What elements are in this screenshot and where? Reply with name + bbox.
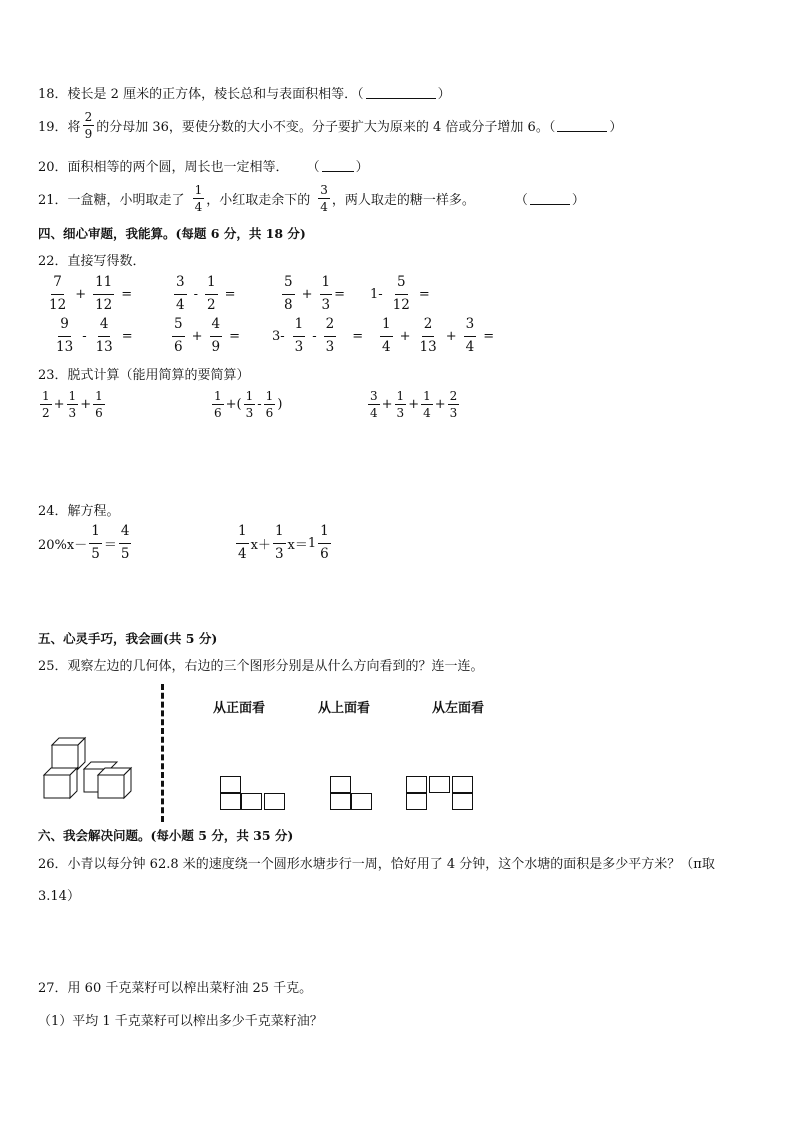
- view-label-front: 从正面看: [213, 701, 266, 716]
- answer-blank-18[interactable]: [366, 86, 436, 99]
- calc-expression: $\frac{1}{6}$ + ( $\frac{1}{3}$ - $\frac{1}{6}$ ): [214, 389, 283, 420]
- equation: 20%x－ $\frac{1}{5}$ ＝ $\frac{4}{5}$: [38, 523, 130, 562]
- view-label-top: 从上面看: [318, 701, 371, 716]
- question-26: 26．小青以每分钟 62.8 米的速度绕一个圆形水塘步行一周，恰好用了 4 分钟，这个水塘的面积是多少平方米？（π取: [38, 857, 715, 872]
- fraction: $\frac{1}{4}$: [194, 183, 203, 214]
- calc-expression: $\frac{1}{2}$ + $\frac{1}{3}$ + $\frac{1}{6}$: [42, 389, 103, 420]
- question-20: 20． 面积相等的两个圆，周长也一定相等． （ ）: [38, 160, 369, 175]
- question-24-title: 24．解方程。: [38, 504, 120, 519]
- calc-expression: $\frac{3}{4}$ - $\frac{1}{2}$ =: [176, 274, 236, 313]
- equation: $\frac{1}{4}$ x＋ $\frac{1}{3}$ x＝ 1 $\frac{1}{6}$: [238, 523, 329, 562]
- question-26-cont: 3.14）: [38, 889, 80, 904]
- section-heading-6: 六、我会解决问题。(每小题 5 分，共 35 分): [38, 828, 294, 843]
- answer-blank-21[interactable]: [530, 192, 570, 205]
- calc-expression: $\frac{9}{13}$ - $\frac{4}{13}$ =: [56, 316, 133, 355]
- question-19: 19． 将 $\frac{2}{9}$ 的分母加 36，要使分数的大小不变。分子要扩大为原来的 4 倍或分子增加 6。（ ）: [38, 110, 623, 141]
- question-21: 21． 一盒糖，小明取走了 $\frac{1}{4}$ ，小红取走余下的 $\frac{3}{4}$ ，两人取走的糖一样多。 （ ）: [38, 183, 585, 214]
- calc-expression: 3- $\frac{1}{3}$ - $\frac{2}{3}$ =: [272, 316, 364, 355]
- question-27-title: 27．用 60 千克菜籽可以榨出菜籽油 25 千克。: [38, 981, 313, 996]
- fraction: $\frac{3}{4}$: [320, 183, 328, 214]
- calc-expression: 1- $\frac{5}{12}$ =: [370, 274, 430, 313]
- divider-dashed: [161, 684, 164, 822]
- calc-expression: $\frac{5}{8}$ + $\frac{1}{3}$ =: [284, 274, 345, 313]
- section-heading-5: 五、心灵手巧，我会画(共 5 分): [38, 631, 218, 646]
- cube-solid-figure: [40, 735, 145, 805]
- view-label-left: 从左面看: [432, 701, 485, 716]
- question-25-title: 25．观察左边的几何体，右边的三个图形分别是从什么方向看到的？连一连。: [38, 659, 484, 674]
- calc-expression: $\frac{3}{4}$ + $\frac{1}{3}$ + $\frac{1}{4}$ + $\frac{2}{3}$: [370, 389, 458, 420]
- answer-blank-20[interactable]: [322, 159, 354, 172]
- question-22-title: 22．直接写得数．: [38, 254, 146, 269]
- question-23-title: 23．脱式计算（能用简算的要简算）: [38, 368, 250, 383]
- calc-expression: $\frac{7}{12}$ + $\frac{11}{12}$ =: [49, 274, 133, 313]
- question-27-sub1: （1）平均 1 千克菜籽可以榨出多少千克菜籽油？: [38, 1014, 323, 1029]
- section-heading-4: 四、细心审题，我能算。(每题 6 分，共 18 分): [38, 226, 306, 241]
- calc-expression: $\frac{1}{4}$ + $\frac{2}{13}$ + $\frac{3}{4}$ =: [382, 316, 495, 355]
- calc-expression: $\frac{5}{6}$ + $\frac{4}{9}$ =: [174, 316, 240, 355]
- question-18: 18． 棱长是 2 厘米的正方体，棱长总和与表面积相等．（ ）: [38, 87, 451, 102]
- fraction: $\frac{2}{9}$: [84, 110, 93, 141]
- answer-blank-19[interactable]: [557, 119, 607, 132]
